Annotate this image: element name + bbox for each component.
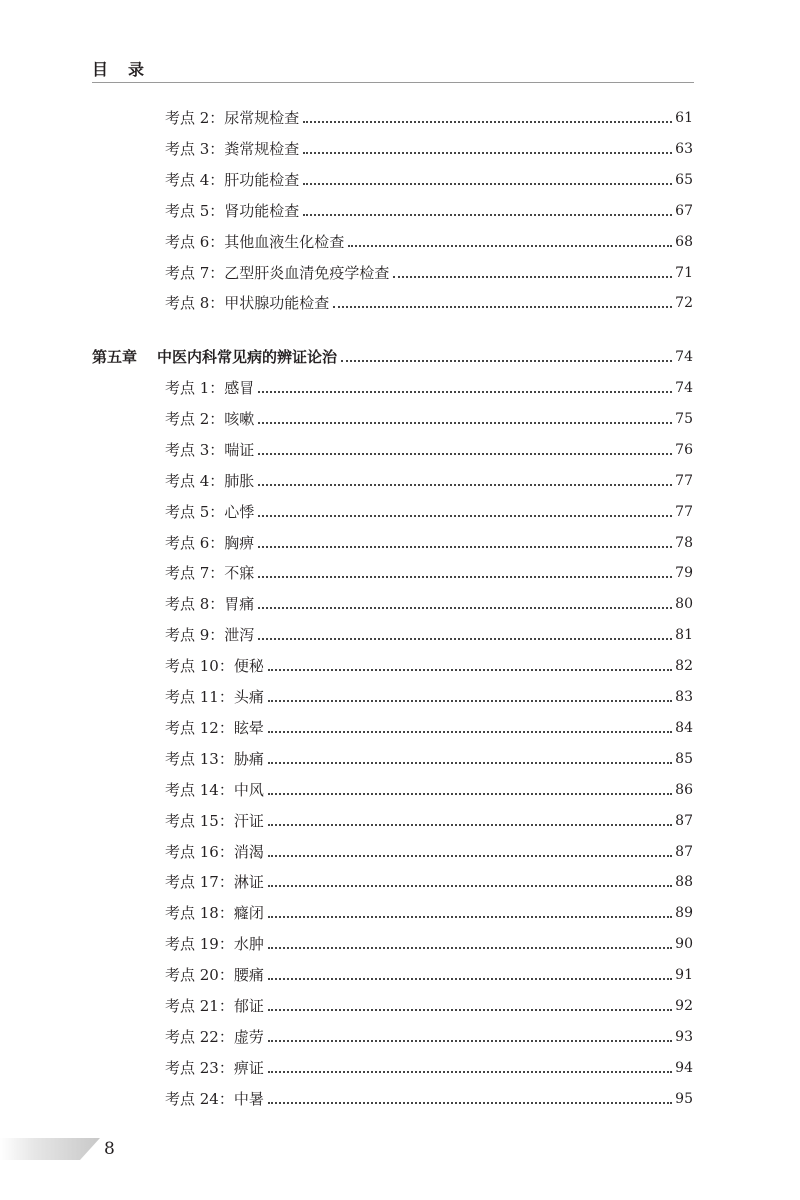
toc-page-number: 83 [675,689,693,705]
toc-entry-label: 考点 6：胸痹 [165,534,255,552]
toc-chapter-entry [92,343,693,367]
toc-chapter-number: 第五章 [92,348,138,366]
toc-entry-label: 考点 20：腰痛 [165,966,264,984]
toc-entry-label: 考点 12：眩晕 [165,719,264,737]
toc-page-number: 63 [675,141,693,157]
toc-page-number: 74 [675,380,693,396]
toc-entry-label: 考点 17：淋证 [165,873,264,891]
toc-leader-dots [258,575,672,578]
toc-page-number: 91 [675,967,693,983]
toc-page-number: 85 [675,751,693,767]
toc-leader-dots [258,545,672,548]
toc-leader-dots [303,213,672,216]
toc-entry [165,374,693,398]
toc-leader-dots [258,514,672,517]
toc-entry-label: 考点 14：中风 [165,781,264,799]
toc-entry [165,1085,693,1109]
toc-entry [165,559,693,583]
toc-page-number: 67 [675,203,693,219]
toc-entry [165,197,693,221]
toc-entry-label: 考点 8：甲状腺功能检查 [165,294,330,312]
toc-page-number: 88 [675,874,693,890]
toc-entry [165,1023,693,1047]
toc-page-number: 65 [675,172,693,188]
toc-entry [165,135,693,159]
toc-entry [165,745,693,769]
toc-entry-label: 考点 5：心悸 [165,503,255,521]
toc-leader-dots [258,606,672,609]
toc-page-number: 74 [675,349,693,365]
toc-leader-dots [258,637,672,640]
footer-decoration [0,1138,100,1160]
toc-entry [165,529,693,553]
toc-leader-dots [268,1008,672,1011]
toc-entry [165,228,693,252]
toc-leader-dots [268,823,672,826]
toc-page-number: 87 [675,813,693,829]
toc-entry [165,104,693,128]
toc-page-number: 77 [675,504,693,520]
toc-entry-label: 考点 3：喘证 [165,441,255,459]
toc-entry [165,1054,693,1078]
toc-entry-label: 考点 19：水肿 [165,935,264,953]
toc-entry-label: 考点 4：肝功能检查 [165,171,300,189]
toc-entry-label: 考点 8：胃痛 [165,595,255,613]
toc-entry [165,166,693,190]
toc-page-number: 82 [675,658,693,674]
toc-entry [165,259,693,283]
toc-entry [165,621,693,645]
toc-entry-label: 考点 7：不寐 [165,564,255,582]
toc-entry-label: 考点 18：癃闭 [165,904,264,922]
toc-page-number: 79 [675,565,693,581]
toc-entry-label: 考点 3：粪常规检查 [165,140,300,158]
toc-entry [165,899,693,923]
toc-leader-dots [268,699,672,702]
toc-leader-dots [348,244,672,247]
toc-entry-label: 考点 4：肺胀 [165,472,255,490]
toc-page-number: 89 [675,905,693,921]
toc-leader-dots [333,305,672,308]
toc-entry-label: 考点 13：胁痛 [165,750,264,768]
toc-leader-dots [258,452,672,455]
toc-page-number: 72 [675,295,693,311]
toc-leader-dots [258,421,672,424]
toc-page-number: 90 [675,936,693,952]
toc-entry-label: 考点 5：肾功能检查 [165,202,300,220]
toc-page-number: 61 [675,110,693,126]
toc-entry [165,498,693,522]
running-header [92,60,694,83]
toc-page-number: 94 [675,1060,693,1076]
page-number: 8 [104,1139,115,1159]
toc-leader-dots [258,390,672,393]
toc-entry-label: 考点 7：乙型肝炎血清免疫学检查 [165,264,390,282]
toc-entry-label: 考点 11：头痛 [165,688,264,706]
toc-leader-dots [303,182,672,185]
toc-entry-label: 考点 2：咳嗽 [165,410,255,428]
toc-entry [165,807,693,831]
toc-leader-dots [341,359,672,362]
toc-leader-dots [268,915,672,918]
toc-leader-dots [268,668,672,671]
toc-entry [165,930,693,954]
toc-leader-dots [268,1070,672,1073]
toc-entry [165,467,693,491]
toc-leader-dots [268,946,672,949]
toc-entry [165,868,693,892]
toc-page-number: 95 [675,1091,693,1107]
toc-entry-label: 考点 24：中暑 [165,1090,264,1108]
toc-entry-label: 考点 15：汗证 [165,812,264,830]
toc-entry [165,590,693,614]
toc-leader-dots [258,483,672,486]
toc-page-number: 84 [675,720,693,736]
toc-leader-dots [268,1101,672,1104]
toc-entry [165,683,693,707]
toc-entry-label: 考点 10：便秘 [165,657,264,675]
toc-leader-dots [268,730,672,733]
toc-entry [165,652,693,676]
toc-entry [165,289,693,313]
toc-entry-label: 考点 22：虚劳 [165,1028,264,1046]
toc-page-number: 80 [675,596,693,612]
toc-page-number: 92 [675,998,693,1014]
toc-entry [165,992,693,1016]
toc-entry [165,776,693,800]
toc-leader-dots [268,854,672,857]
toc-leader-dots [393,275,672,278]
toc-entry-label: 考点 16：消渴 [165,843,264,861]
toc-leader-dots [303,120,672,123]
toc-page-number: 76 [675,442,693,458]
toc-page-number: 78 [675,535,693,551]
toc-leader-dots [303,151,672,154]
toc-page-number: 81 [675,627,693,643]
toc-chapter-title: 中医内科常见病的辨证论治 [157,348,338,366]
toc-entry-label: 考点 9：泄泻 [165,626,255,644]
toc-entry-label: 考点 21：郁证 [165,997,264,1015]
toc-leader-dots [268,792,672,795]
toc-entry [165,838,693,862]
header-title: 目录 [92,60,165,79]
toc-leader-dots [268,884,672,887]
toc-leader-dots [268,761,672,764]
toc-leader-dots [268,977,672,980]
toc-entry-label: 考点 2：尿常规检查 [165,109,300,127]
toc-entry [165,436,693,460]
toc-leader-dots [268,1039,672,1042]
toc-entry-label: 考点 1：感冒 [165,379,255,397]
toc-page-number: 93 [675,1029,693,1045]
toc-page-number: 77 [675,473,693,489]
toc-page-number: 87 [675,844,693,860]
toc-page-number: 75 [675,411,693,427]
toc-page-number: 68 [675,234,693,250]
toc-page-number: 71 [675,265,693,281]
toc-entry [165,405,693,429]
toc-entry [165,714,693,738]
toc-entry-label: 考点 23：痹证 [165,1059,264,1077]
toc-entry-label: 考点 6：其他血液生化检查 [165,233,345,251]
toc-entry [165,961,693,985]
toc-page-number: 86 [675,782,693,798]
